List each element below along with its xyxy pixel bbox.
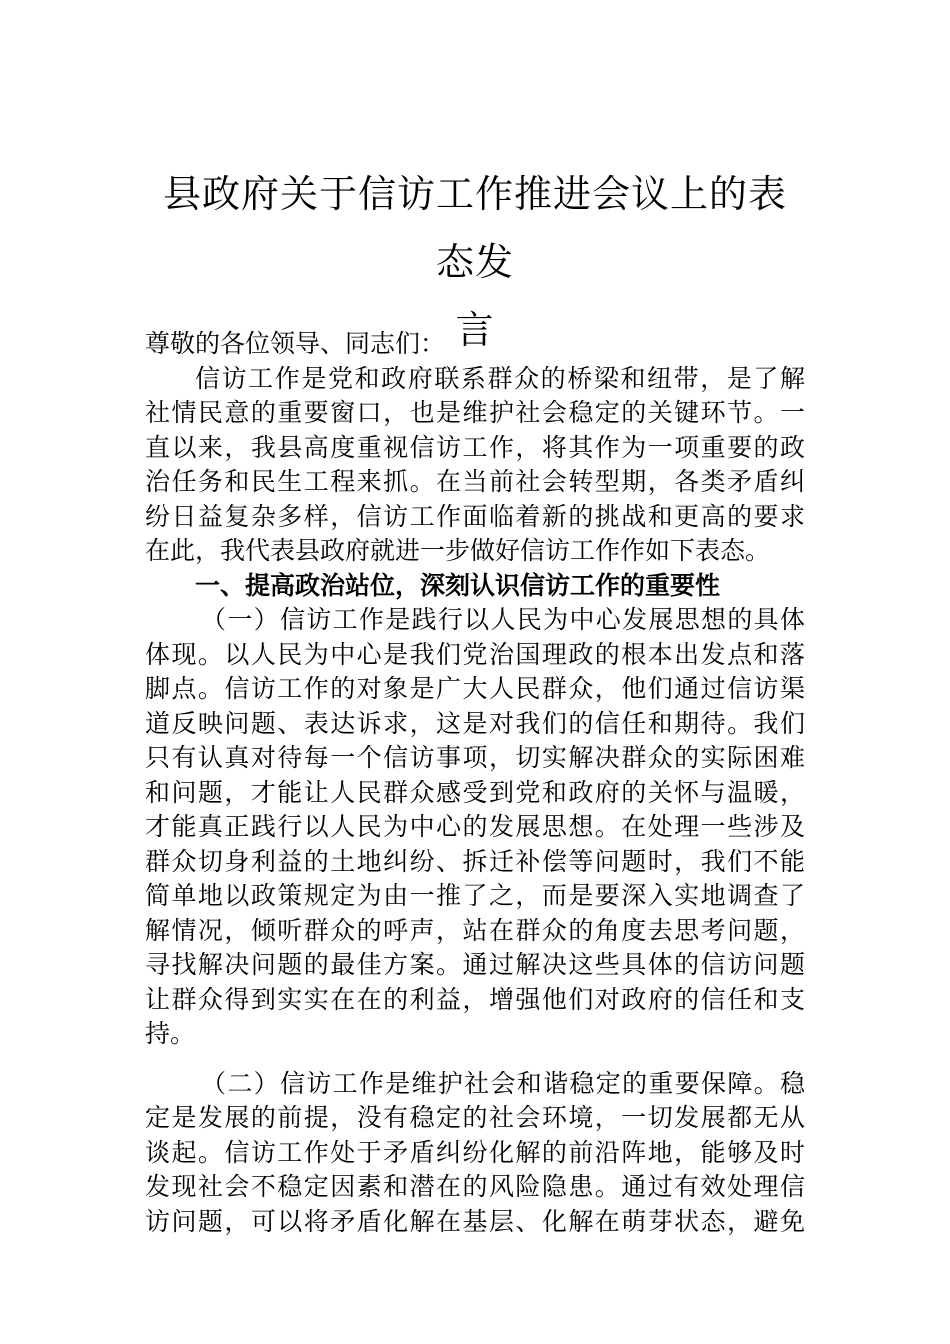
paragraph-line: 纷日益复杂多样，信访工作面临着新的挑战和更高的要求 — [145, 501, 805, 531]
paragraph-line: 群众切身利益的土地纠纷、拆迁补偿等问题时，我们不能 — [145, 846, 805, 876]
paragraph-line: 治任务和民生工程来抓。在当前社会转型期，各类矛盾纠 — [145, 467, 805, 496]
paragraph-line: 社情民意的重要窗口，也是维护社会稳定的关键环节。一 — [145, 398, 805, 427]
paragraph-line: 只有认真对待每一个信访事项，切实解决群众的实际困难 — [145, 743, 805, 772]
paragraph-line: （一）信访工作是践行以人民为中心发展思想的具体 — [201, 605, 805, 634]
salutation: 尊敬的各位领导、同志们： — [145, 329, 446, 358]
paragraph-line: 直以来，我县高度重视信访工作，将其作为一项重要的政 — [145, 432, 805, 462]
paragraph-line: 持。 — [145, 1019, 196, 1048]
subsection-1-paragraph — [145, 603, 805, 1052]
paragraph-line: 解情况，倾听群众的呼声，站在群众的角度去思考问题， — [145, 915, 805, 945]
paragraph-line: 道反映问题、表达诉求，这是对我们的信任和期待。我们 — [145, 708, 805, 738]
paragraph-line: 寻找解决问题的最佳方案。通过解决这些具体的信访问题 — [145, 950, 805, 979]
title-line-2: 言 — [455, 308, 495, 352]
paragraph-line: 才能真正践行以人民为中心的发展思想。在处理一些涉及 — [145, 812, 805, 841]
paragraph-line: 谈起。信访工作处于矛盾纠纷化解的前沿阵地，能够及时 — [145, 1137, 805, 1167]
section-heading: 一、提高政治站位，深刻认识信访工作的重要性 — [195, 570, 721, 600]
title-line-1: 县政府关于信访工作推进会议上的表态发 — [162, 172, 787, 284]
paragraph-line: 访问题，可以将矛盾化解在基层、化解在萌芽状态，避免 — [145, 1206, 805, 1236]
paragraph-line: 定是发展的前提，没有稳定的社会环境，一切发展都无从 — [145, 1103, 805, 1132]
intro-paragraph — [145, 362, 805, 569]
paragraph-line: （二）信访工作是维护社会和谐稳定的重要保障。稳 — [201, 1068, 805, 1098]
paragraph-line: 和问题，才能让人民群众感受到党和政府的关怀与温暖， — [145, 777, 805, 807]
paragraph-line: 让群众得到实实在在的利益，增强他们对政府的信任和支 — [145, 984, 805, 1014]
paragraph-line: 发现社会不稳定因素和潜在的风险隐患。通过有效处理信 — [145, 1172, 805, 1201]
document-body — [145, 327, 805, 1239]
paragraph-line: 在此，我代表县政府就进一步做好信访工作作如下表态。 — [145, 536, 771, 565]
subsection-2-paragraph — [145, 1067, 805, 1240]
paragraph-spacer — [145, 1052, 805, 1067]
paragraph-line: 简单地以政策规定为由一推了之，而是要深入实地调查了 — [145, 881, 805, 910]
paragraph-line: 信访工作是党和政府联系群众的桥梁和纽带，是了解 — [195, 363, 805, 393]
paragraph-line: 体现。以人民为中心是我们党治国理政的根本出发点和落 — [145, 639, 805, 669]
paragraph-line: 脚点。信访工作的对象是广大人民群众，他们通过信访渠 — [145, 674, 805, 703]
